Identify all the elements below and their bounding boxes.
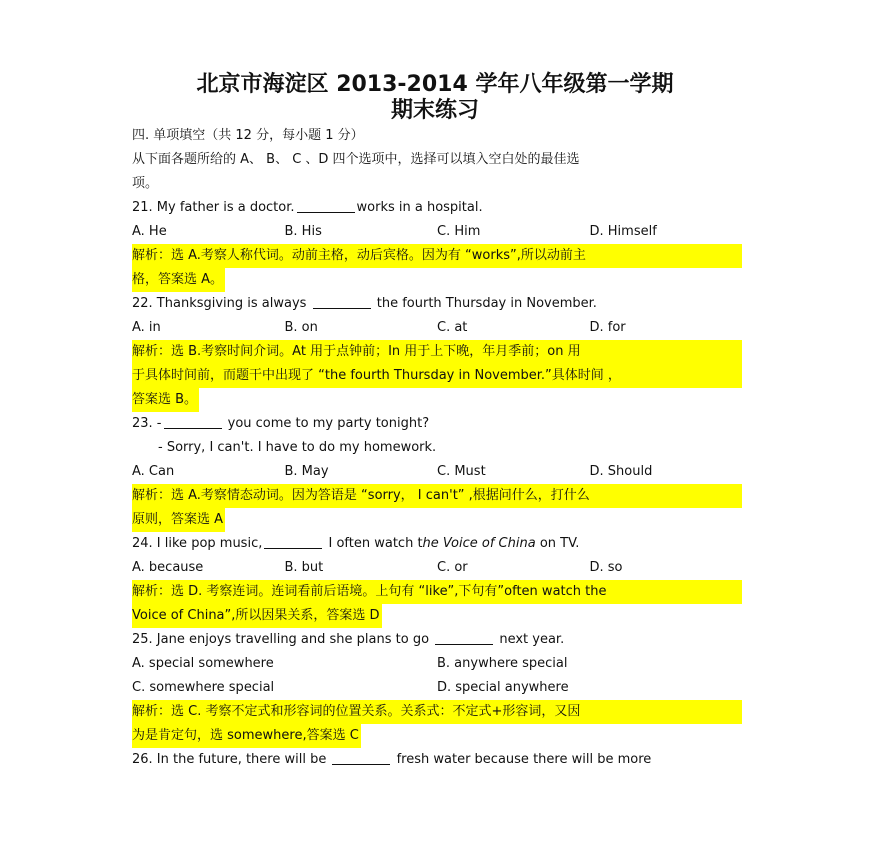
question-26 bbox=[132, 748, 742, 772]
option-b: B. His bbox=[284, 224, 322, 239]
answer-blank bbox=[435, 630, 493, 645]
option-d: D. for bbox=[589, 320, 626, 335]
question-25-analysis-line-2: 为是肯定句，选 somewhere,答案选 C bbox=[132, 724, 361, 748]
question-23-text-before: 23. - bbox=[132, 416, 162, 431]
question-21 bbox=[132, 196, 742, 220]
option-b: B. on bbox=[284, 320, 318, 335]
question-21-text-before: 21. My father is a doctor. bbox=[132, 200, 295, 215]
option-a: A. in bbox=[132, 320, 161, 335]
option-a: A. He bbox=[132, 224, 167, 239]
question-21-analysis-line-2: 格，答案选 A。 bbox=[132, 268, 225, 292]
question-24 bbox=[132, 532, 742, 556]
question-24-text-before: 24. I like pop music, bbox=[132, 536, 263, 551]
instruction-line-2: 项。 bbox=[132, 176, 159, 191]
section-heading: 四. 单项填空（共 12 分，每小题 1 分） bbox=[132, 128, 364, 143]
question-24-analysis-line-2: Voice of China”,所以因果关系，答案选 D bbox=[132, 604, 382, 628]
option-c: C. at bbox=[437, 320, 468, 335]
question-21-analysis-line-1: 解析：选 A.考察人称代词。动前主格，动后宾格。因为有 “works”,所以动前主 bbox=[132, 244, 742, 268]
question-23 bbox=[132, 412, 742, 436]
answer-blank bbox=[164, 414, 222, 429]
instruction-line-1: 从下面各题所给的 A、 B、 C 、D 四个选项中，选择可以填入空白处的最佳选 bbox=[132, 152, 580, 167]
answer-blank bbox=[332, 750, 390, 765]
question-24-text-middle: I often watch t bbox=[328, 536, 423, 551]
document-title-line-1: 北京市海淀区 2013-2014 学年八年级第一学期 bbox=[196, 72, 674, 97]
question-23-reply: - Sorry, I can't. I have to do my homework. bbox=[158, 440, 437, 455]
question-25-options-row-1 bbox=[132, 652, 742, 676]
question-23-options bbox=[132, 460, 742, 484]
option-b: B. May bbox=[284, 464, 329, 479]
option-c: C. somewhere special bbox=[132, 680, 275, 695]
option-a: A. special somewhere bbox=[132, 656, 274, 671]
option-d: D. special anywhere bbox=[437, 680, 569, 695]
question-22 bbox=[132, 292, 742, 316]
question-22-analysis-line-1: 解析：选 B.考察时间介词。At 用于点钟前；In 用于上下晚，年月季前；on 用 bbox=[132, 340, 742, 364]
answer-blank bbox=[313, 294, 371, 309]
question-21-options bbox=[132, 220, 742, 244]
option-d: D. Himself bbox=[589, 224, 657, 239]
option-d: D. Should bbox=[589, 464, 653, 479]
question-22-options bbox=[132, 316, 742, 340]
question-22-analysis-line-2: 于具体时间前，而题干中出现了 “the fourth Thursday in November.”具体时间 ， bbox=[132, 364, 742, 388]
question-21-text-after: works in a hospital. bbox=[356, 200, 483, 215]
option-a: A. because bbox=[132, 560, 204, 575]
question-25-options-row-2 bbox=[132, 676, 742, 700]
question-23-analysis-line-1: 解析：选 A.考察情态动词。因为答语是 “sorry， I can't” ,根据问什么，打什么 bbox=[132, 484, 742, 508]
question-23-analysis-line-2: 原则，答案选 A bbox=[132, 508, 225, 532]
option-c: C. or bbox=[437, 560, 468, 575]
question-24-program-title: he Voice of China bbox=[422, 536, 536, 551]
option-c: C. Him bbox=[437, 224, 481, 239]
question-24-options bbox=[132, 556, 742, 580]
option-b: B. anywhere special bbox=[437, 656, 568, 671]
question-25-analysis-line-1: 解析：选 C. 考察不定式和形容词的位置关系。关系式：不定式+形容词，又因 bbox=[132, 700, 742, 724]
question-24-text-after: on TV. bbox=[539, 536, 580, 551]
option-b: B. but bbox=[284, 560, 324, 575]
answer-blank bbox=[264, 534, 322, 549]
option-a: A. Can bbox=[132, 464, 175, 479]
question-25-text-after: next year. bbox=[499, 632, 565, 647]
question-22-analysis-line-3: 答案选 B。 bbox=[132, 388, 199, 412]
question-26-text-before: 26. In the future, there will be bbox=[132, 752, 327, 767]
question-24-analysis-line-1: 解析：选 D. 考察连词。连词看前后语境。上句有 “like”,下句有”often watch the bbox=[132, 580, 742, 604]
question-26-text-after: fresh water because there will be more bbox=[396, 752, 652, 767]
answer-blank bbox=[297, 198, 355, 213]
question-25-text-before: 25. Jane enjoys travelling and she plans to go bbox=[132, 632, 430, 647]
question-22-text-after: the fourth Thursday in November. bbox=[376, 296, 597, 311]
question-25 bbox=[132, 628, 742, 652]
document-body bbox=[132, 124, 742, 772]
option-d: D. so bbox=[589, 560, 623, 575]
question-23-text-after: you come to my party tonight? bbox=[227, 416, 430, 431]
option-c: C. Must bbox=[437, 464, 486, 479]
question-22-text-before: 22. Thanksgiving is always bbox=[132, 296, 307, 311]
document-title-line-2: 期末练习 bbox=[390, 98, 479, 123]
